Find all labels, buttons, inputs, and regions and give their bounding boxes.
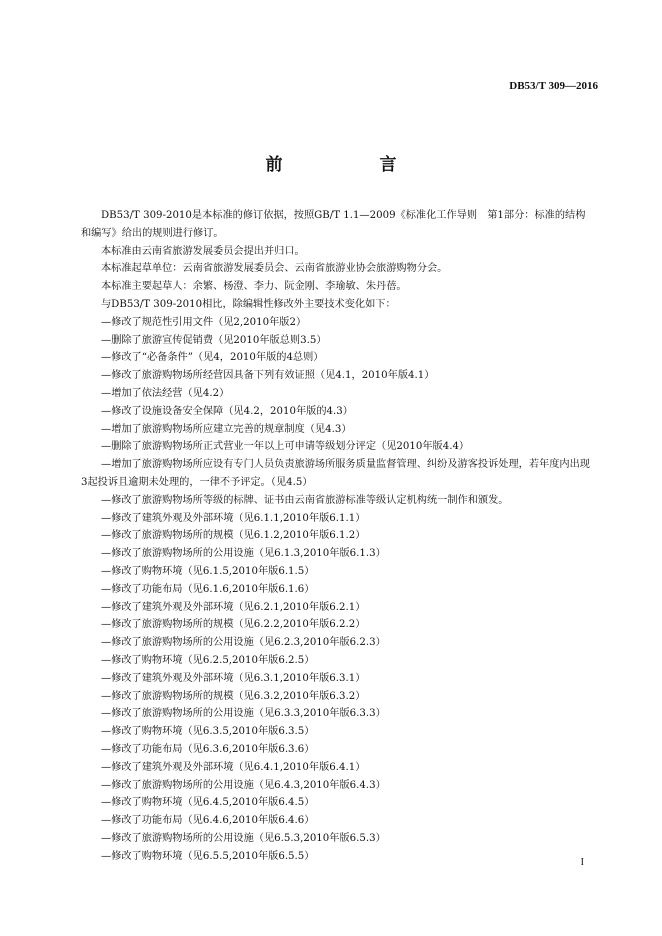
foreword-paragraph: —修改了旅游购物场所经营因具备下列有效证照（见4.1，2010年版4.1） <box>101 370 435 382</box>
foreword-paragraph: —修改了旅游购物场所的公用设施（见6.3.3,2010年版6.3.3） <box>101 708 386 720</box>
foreword-paragraph: 与DB53/T 309-2010相比，除编辑性修改外主要技术变化如下： <box>101 298 396 310</box>
foreword-paragraph: —修改了旅游购物场所等级的标牌、证书由云南省旅游标准等级认定机构统一制作和颁发。 <box>101 494 509 506</box>
foreword-paragraph: 本标准由云南省旅游发展委员会提出并归口。 <box>101 245 305 257</box>
foreword-paragraph: —删除了旅游宣传促销费（见2010年版总则3.5） <box>101 334 327 346</box>
foreword-paragraph: —修改了旅游购物场所的规模（见6.1.2,2010年版6.1.2） <box>101 530 366 542</box>
foreword-paragraph: —修改了购物环境（见6.5.5,2010年版6.5.5） <box>101 850 315 862</box>
foreword-paragraph: —修改了建筑外观及外部环境（见6.2.1,2010年版6.2.1） <box>101 601 366 613</box>
document-code: DB53/T 309—2016 <box>509 80 598 92</box>
foreword-paragraph: —修改了购物环境（见6.1.5,2010年版6.1.5） <box>101 565 315 577</box>
foreword-paragraph: —修改了建筑外观及外部环境（见6.4.1,2010年版6.4.1） <box>101 761 366 773</box>
foreword-paragraph: 本标准主要起草人：余繁、杨澄、李力、阮金刚、李瑜敏、朱丹蓓。 <box>101 281 407 293</box>
foreword-paragraph: 本标准起草单位：云南省旅游发展委员会、云南省旅游业协会旅游购物分会。 <box>101 263 448 275</box>
foreword-paragraph: —修改了建筑外观及外部环境（见6.1.1,2010年版6.1.1） <box>101 512 366 524</box>
foreword-paragraph: —修改了旅游购物场所的公用设施（见6.1.3,2010年版6.1.3） <box>101 548 386 560</box>
foreword-paragraph: —增加了依法经营（见4.2） <box>101 387 230 399</box>
foreword-paragraph: —修改了旅游购物场所的规模（见6.3.2,2010年版6.3.2） <box>101 690 366 702</box>
foreword-paragraph: DB53/T 309-2010是本标准的修订依据，按照GB/T 1.1—2009《标准化工作导则 第1部分：标准的结构和编写》给出的规则进行修订。 <box>81 210 586 239</box>
foreword-paragraph: —修改了设施设备安全保障（见4.2，2010年版的4.3） <box>101 405 353 417</box>
foreword-paragraph: —增加了旅游购物场所应建立完善的规章制度（见4.3） <box>101 423 352 435</box>
foreword-paragraph: —修改了购物环境（见6.4.5,2010年版6.4.5） <box>101 797 315 809</box>
foreword-paragraph: —修改了功能布局（见6.3.6,2010年版6.3.6） <box>101 743 315 755</box>
page-number: I <box>580 857 584 868</box>
foreword-paragraph: —修改了功能布局（见6.4.6,2010年版6.4.6） <box>101 815 315 827</box>
foreword-paragraph: —修改了购物环境（见6.2.5,2010年版6.2.5） <box>101 654 315 666</box>
foreword-paragraph: —修改了建筑外观及外部环境（见6.3.1,2010年版6.3.1） <box>101 672 366 684</box>
foreword-paragraph: —修改了旅游购物场所的公用设施（见6.2.3,2010年版6.2.3） <box>101 637 386 649</box>
foreword-paragraph: —修改了旅游购物场所的规模（见6.2.2,2010年版6.2.2） <box>101 619 366 631</box>
foreword-paragraph: —修改了规范性引用文件（见2,2010年版2） <box>101 316 307 328</box>
foreword-paragraph: —删除了旅游购物场所正式营业一年以上可申请等级划分评定（见2010年版4.4） <box>101 441 470 453</box>
foreword-paragraph: —增加了旅游购物场所应设有专门人员负责旅游场所服务质量监督管理、纠纷及游客投诉处理，若年度内出现3起投诉且逾期未处理的，一律不予评定。（见4.5） <box>81 459 590 488</box>
foreword-body <box>81 207 591 865</box>
foreword-paragraph: —修改了旅游购物场所的公用设施（见6.5.3,2010年版6.5.3） <box>101 832 386 844</box>
foreword-paragraph: —修改了“必备条件”（见4，2010年版的4总则） <box>101 352 324 364</box>
foreword-paragraph: —修改了购物环境（见6.3.5,2010年版6.3.5） <box>101 726 315 738</box>
foreword-paragraph: —修改了功能布局（见6.1.6,2010年版6.1.6） <box>101 583 315 595</box>
foreword-paragraph: —修改了旅游购物场所的公用设施（见6.4.3,2010年版6.4.3） <box>101 779 386 791</box>
page-title: 前 言 <box>265 155 437 175</box>
